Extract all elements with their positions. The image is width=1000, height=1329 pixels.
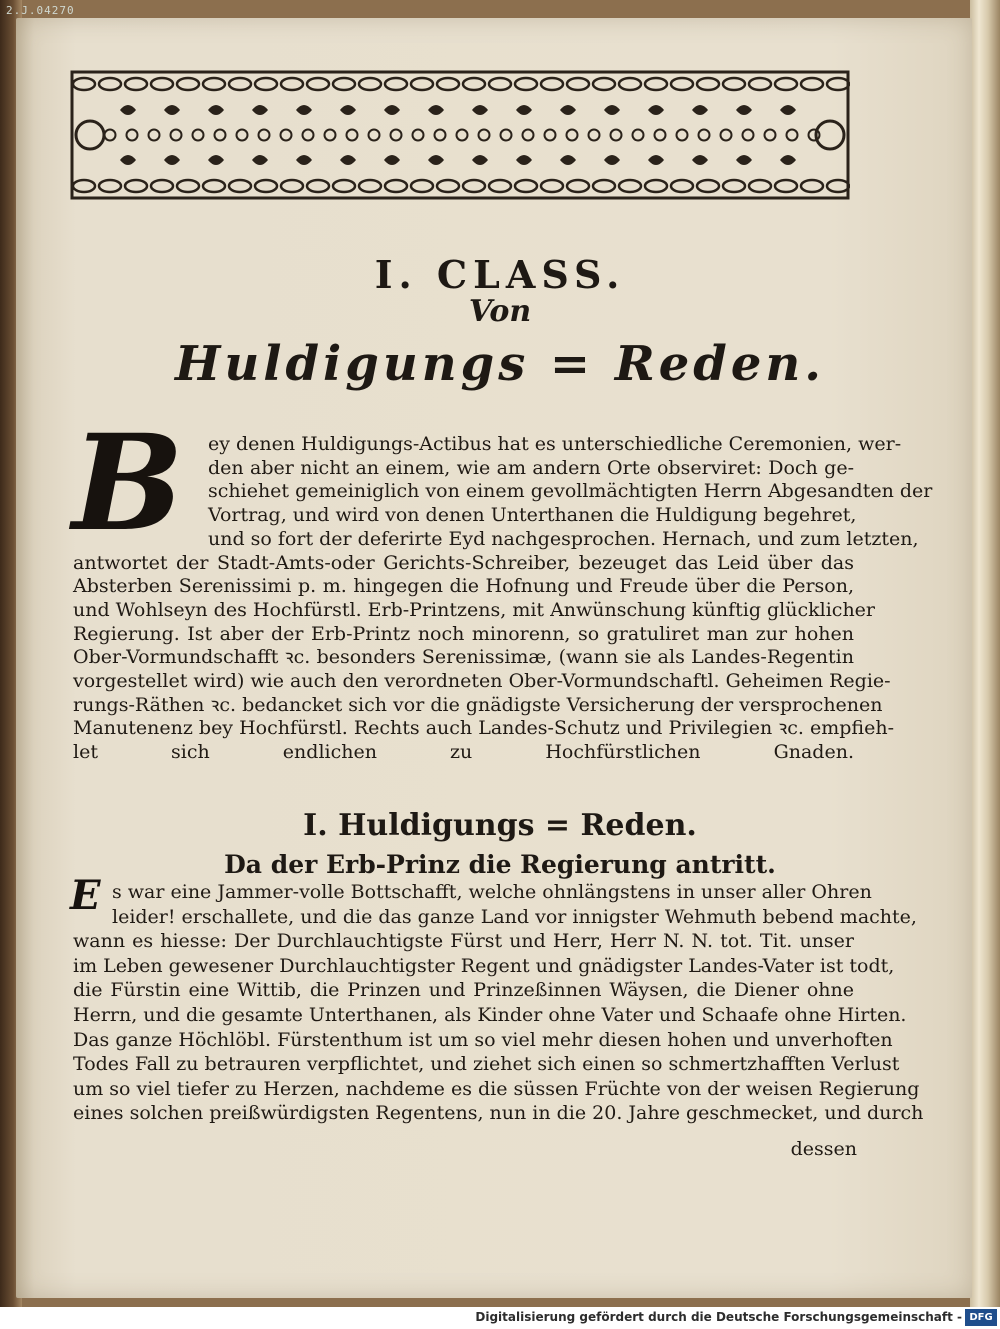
catchword: dessen bbox=[790, 1138, 857, 1160]
intro-line: rungs-Räthen ꝛc. bedancket sich vor die gnädigste Versicherung der versprochenen bbox=[73, 693, 883, 716]
section-line: im Leben gewesener Durchlauchtigster Regent und gnädigster Landes-Vater ist todt, bbox=[73, 954, 895, 977]
section-line: leider! erschallete, und die das ganze Land vor innigster Wehmuth bebend machte, bbox=[112, 905, 917, 928]
drop-cap-initial: B bbox=[72, 406, 184, 561]
section-line: um so viel tiefer zu Herzen, nachdeme es die süssen Früchte von der weisen Regierung bbox=[73, 1077, 920, 1100]
intro-line: Vortrag, und wird von denen Unterthanen die Huldigung begehret, bbox=[208, 504, 857, 527]
dfg-logo: DFG bbox=[965, 1309, 997, 1326]
footer-credit: Digitalisierung gefördert durch die Deutsche Forschungsgemeinschaft - bbox=[475, 1310, 962, 1324]
section-initial: E bbox=[70, 872, 101, 919]
huldigungs-reden-heading: Huldigungs = Reden. bbox=[174, 336, 825, 392]
book-page-edges bbox=[970, 0, 1000, 1307]
section-line: die Fürstin eine Wittib, die Prinzen und Prinzeßinnen Wäysen, die Diener ohne bbox=[73, 979, 854, 1002]
shelfmark-label: 2.J.04270 bbox=[6, 4, 75, 17]
intro-line: ey denen Huldigungs-Actibus hat es unterschiedliche Ceremonien, wer- bbox=[208, 433, 902, 455]
intro-line: und so fort der deferirte Eyd nachgesprochen. Hernach, und zum letzten, bbox=[208, 527, 919, 550]
section-subtitle: Da der Erb-Prinz die Regierung antritt. bbox=[224, 850, 776, 879]
von-heading: Von bbox=[468, 294, 532, 329]
section-line: Das ganze Höchlöbl. Fürstenthum ist um so viel mehr diesen hohen und unverhoften bbox=[73, 1028, 893, 1051]
intro-line: Manutenenz bey Hochfürstl. Rechts auch Landes-Schutz und Privilegien ꝛc. empfieh- bbox=[73, 717, 895, 740]
class-heading: I. CLASS. bbox=[374, 252, 626, 297]
footer-bar bbox=[0, 1307, 1000, 1329]
section-line: s war eine Jammer-volle Bottschafft, welche ohnlängstens in unser aller Ohren bbox=[112, 881, 872, 903]
intro-line: und Wohlseyn des Hochfürstl. Erb-Printzens, mit Anwünschung künftig glücklicher bbox=[73, 598, 876, 621]
section-line: eines solchen preißwürdigsten Regentens, nun in die 20. Jahre geschmecket, und durch bbox=[73, 1102, 924, 1125]
intro-line: Regierung. Ist aber der Erb-Printz noch minorenn, so gratuliret man zur hohen bbox=[73, 622, 854, 645]
floral-ornament-band bbox=[70, 70, 850, 200]
section-title: I. Huldigungs = Reden. bbox=[303, 808, 697, 843]
intro-line: antwortet der Stadt-Amts-oder Gerichts-Schreiber, bezeuget das Leid über das bbox=[73, 551, 854, 574]
intro-line: Ober-Vormundschafft ꝛc. besonders Serenissimæ, (wann sie als Landes-Regentin bbox=[73, 646, 854, 669]
section-line: Todes Fall zu betrauren verpflichtet, und ziehet sich einen so schmertzhafften Verlust bbox=[73, 1053, 900, 1076]
intro-line: vorgestellet wird) wie auch den verordneten Ober-Vormundschaftl. Geheimen Regie- bbox=[73, 670, 891, 692]
section-line: wann es hiesse: Der Durchlauchtigste Fürst und Herr, Herr N. N. tot. Tit. unser bbox=[73, 930, 854, 953]
intro-line: den aber nicht an einem, wie am andern Orte observiret: Doch ge- bbox=[208, 456, 854, 479]
intro-line: Absterben Serenissimi p. m. hingegen die Hofnung und Freude über die Person, bbox=[73, 575, 854, 598]
section-line: Herrn, und die gesamte Unterthanen, als Kinder ohne Vater und Schaafe ohne Hirten. bbox=[73, 1004, 907, 1026]
intro-line: schiehet gemeiniglich von einem gevollmächtigten Herrn Abgesandten der bbox=[208, 480, 933, 503]
intro-line: let sich endlichen zu Hochfürstlichen Gnaden. bbox=[73, 741, 854, 764]
